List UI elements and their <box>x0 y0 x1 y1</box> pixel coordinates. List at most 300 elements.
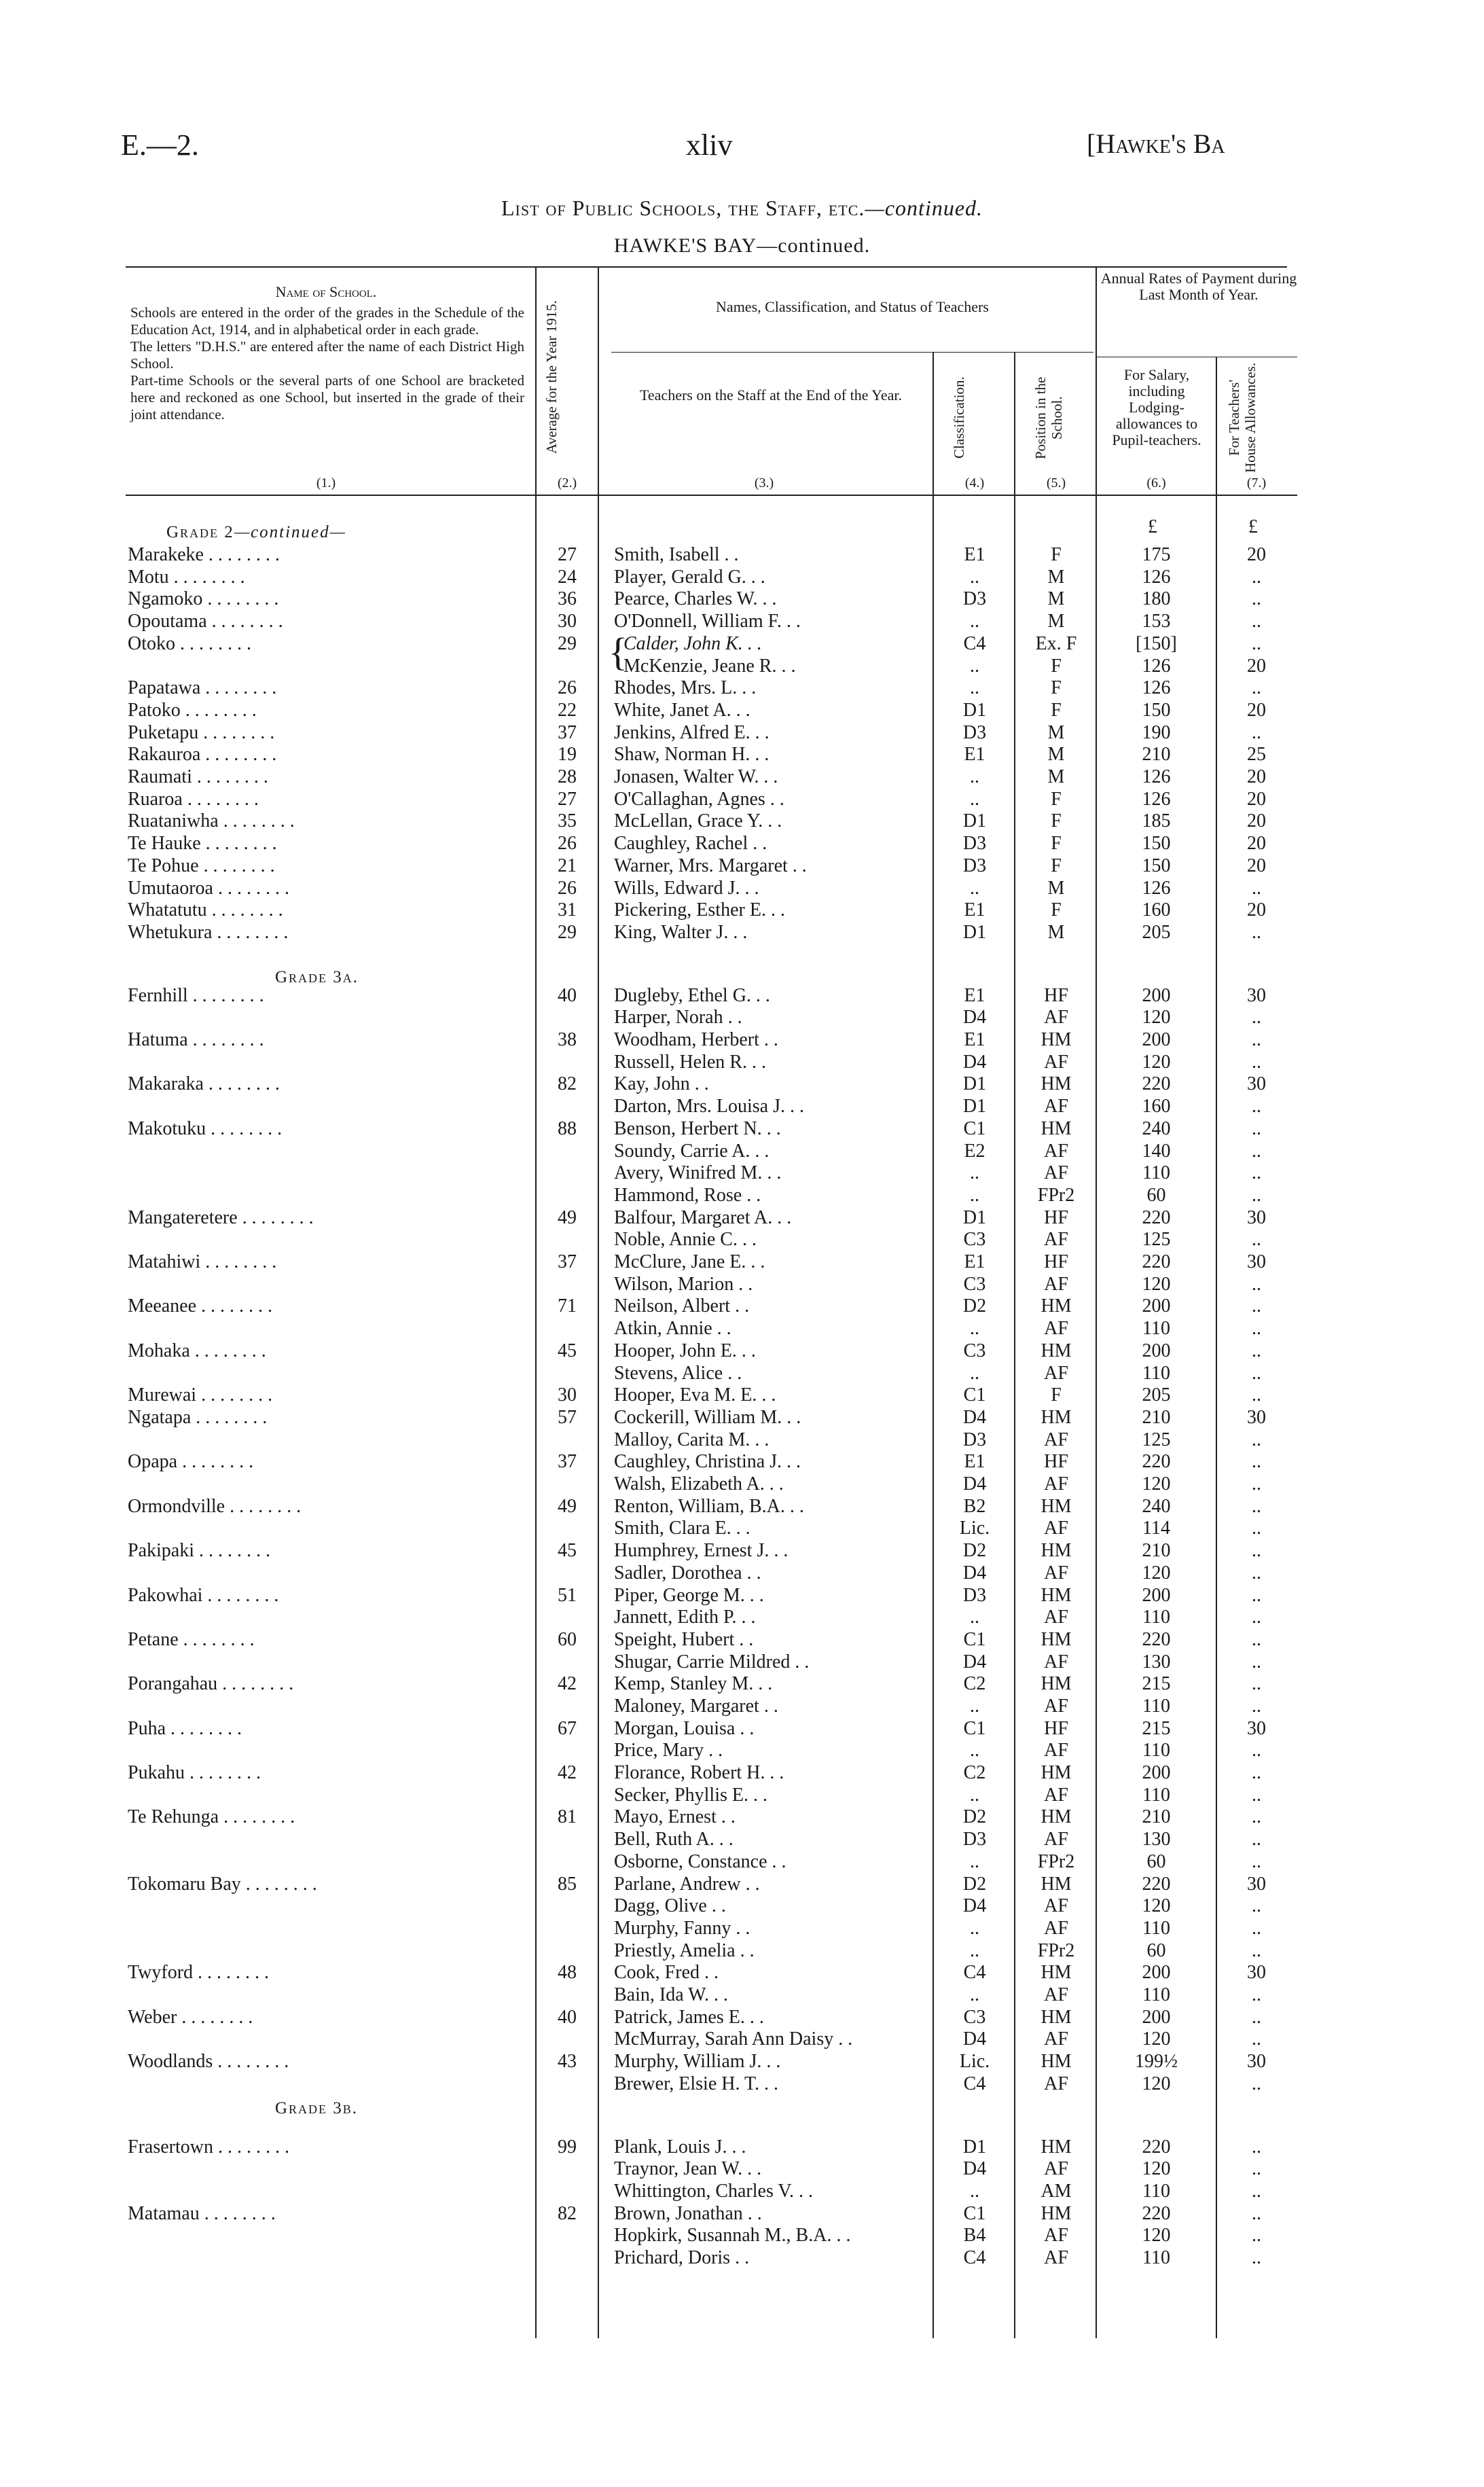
salary: 150 <box>1142 700 1171 721</box>
average-attendance: 81 <box>558 1806 577 1827</box>
classification: .. <box>970 766 979 787</box>
classification: D3 <box>962 1429 987 1450</box>
position: HM <box>1040 1762 1072 1783</box>
teacher-name: Dugleby, Ethel G. . . <box>614 985 770 1006</box>
table-row <box>0 2073 1484 2095</box>
average-attendance: 49 <box>558 1207 577 1228</box>
house-allowance: .. <box>1252 1118 1261 1139</box>
table-row <box>0 1295 1484 1317</box>
classification: C4 <box>963 2073 986 2094</box>
house-allowance: .. <box>1252 2158 1261 2179</box>
salary: 180 <box>1142 588 1171 609</box>
school-name: Patoko . . . . . . . . <box>128 700 257 721</box>
salary: 126 <box>1142 567 1171 588</box>
salary: 140 <box>1142 1141 1171 1162</box>
classification: D1 <box>962 922 987 943</box>
teacher-name: Calder, John K. . . <box>623 633 762 654</box>
house-col-head: For Teachers' House Allowances. <box>1226 362 1259 473</box>
grade-heading: Grade 3a. <box>275 968 359 986</box>
house-allowance: .. <box>1252 722 1261 743</box>
house-allowance: 20 <box>1247 810 1266 831</box>
classification: D2 <box>962 1806 987 1827</box>
col-num-7: (7.) <box>1246 476 1267 490</box>
average-attendance: 30 <box>558 611 577 632</box>
position: HF <box>1044 1718 1068 1739</box>
teacher-name: Cook, Fred . . <box>614 1962 719 1983</box>
position: AF <box>1044 1274 1068 1295</box>
salary: 110 <box>1142 1363 1170 1384</box>
teacher-name: Smith, Isabell . . <box>614 544 739 565</box>
classification: E2 <box>964 1141 985 1162</box>
position: HM <box>1040 1407 1072 1428</box>
house-allowance: 20 <box>1247 899 1266 920</box>
house-allowance: .. <box>1252 1851 1261 1872</box>
teacher-name: Woodham, Herbert . . <box>614 1029 778 1050</box>
school-name: Murewai . . . . . . . . <box>128 1384 273 1406</box>
salary: 110 <box>1142 1984 1170 2005</box>
table-row <box>0 2006 1484 2028</box>
house-allowance: .. <box>1252 677 1261 698</box>
classification: .. <box>970 1851 979 1872</box>
teacher-name: Priestly, Amelia . . <box>614 1940 755 1961</box>
school-name: Matamau . . . . . . . . <box>128 2203 276 2224</box>
col-num-3: (3.) <box>754 476 774 490</box>
page-folio: xliv <box>686 128 733 162</box>
salary: 220 <box>1142 2203 1171 2224</box>
position: F <box>1051 656 1062 677</box>
table-row <box>0 1984 1484 2006</box>
average-attendance: 29 <box>558 633 577 654</box>
classification: .. <box>970 1162 979 1183</box>
salary: 60 <box>1146 1940 1166 1961</box>
position: Ex. F <box>1035 633 1077 654</box>
position: AF <box>1044 1473 1068 1495</box>
house-allowance: .. <box>1252 1629 1261 1650</box>
table-row <box>0 2224 1484 2247</box>
table-row <box>0 1828 1484 1850</box>
teacher-name: Shugar, Carrie Mildred . . <box>614 1651 810 1672</box>
table-row <box>0 1095 1484 1117</box>
table-row <box>0 984 1484 1007</box>
house-allowance: .. <box>1252 567 1261 588</box>
table-row <box>0 1739 1484 1761</box>
position: M <box>1047 744 1065 765</box>
classification: C1 <box>963 1718 986 1739</box>
classification: D1 <box>962 700 987 721</box>
house-allowance: .. <box>1252 588 1261 609</box>
classification: C1 <box>963 1384 986 1406</box>
average-attendance: 40 <box>558 985 577 1006</box>
grade-heading: Grade 3b. <box>275 2099 359 2117</box>
teacher-name: Jannett, Edith P. . . <box>614 1607 756 1628</box>
house-allowance: .. <box>1252 1384 1261 1406</box>
salary: 150 <box>1142 833 1171 854</box>
house-allowance: .. <box>1252 1096 1261 1117</box>
classification: D1 <box>962 810 987 831</box>
table-row <box>0 1495 1484 1518</box>
school-name: Fernhill . . . . . . . . <box>128 985 264 1006</box>
salary: 110 <box>1142 1162 1170 1183</box>
classification: C3 <box>963 1229 986 1250</box>
teacher-name: Balfour, Margaret A. . . <box>614 1207 792 1228</box>
salary: 120 <box>1142 1052 1171 1073</box>
classification: .. <box>970 1607 979 1628</box>
house-allowance: .. <box>1252 1895 1261 1916</box>
position: AF <box>1044 1429 1068 1450</box>
teacher-name: Brewer, Elsie H. T. . . <box>614 2073 779 2094</box>
classification: E1 <box>964 985 985 1006</box>
school-name: Ruaroa . . . . . . . . <box>128 789 259 810</box>
classification: D2 <box>962 1295 987 1317</box>
teacher-name: Caughley, Christina J. . . <box>614 1451 801 1472</box>
salary: 210 <box>1142 1806 1171 1827</box>
position: AF <box>1044 1785 1068 1806</box>
salary: 200 <box>1142 1340 1171 1361</box>
pos-col-head: Position in the School. <box>1032 376 1065 459</box>
table-row <box>0 610 1484 632</box>
house-allowance: .. <box>1252 1162 1261 1183</box>
table-row <box>0 1162 1484 1184</box>
salary: 126 <box>1142 677 1171 698</box>
teacher-name: Price, Mary . . <box>614 1740 723 1761</box>
teacher-name: Soundy, Carrie A. . . <box>614 1141 770 1162</box>
teacher-name: White, Janet A. . . <box>614 700 750 721</box>
school-name: Te Pohue . . . . . . . . <box>128 855 275 876</box>
salary: 200 <box>1142 1585 1171 1606</box>
position: AF <box>1044 2028 1068 2050</box>
table-row <box>0 1806 1484 1828</box>
position: HM <box>1040 2203 1072 2224</box>
school-name: Raumati . . . . . . . . <box>128 766 268 787</box>
position: HM <box>1040 1496 1072 1517</box>
salary: 120 <box>1142 1473 1171 1495</box>
school-name: Porangahau . . . . . . . . <box>128 1673 294 1694</box>
table-row <box>0 1895 1484 1917</box>
table-row <box>0 1539 1484 1562</box>
teacher-name: Darton, Mrs. Louisa J. . . <box>614 1096 804 1117</box>
table-row <box>0 721 1484 744</box>
teacher-name: Jonasen, Walter W. . . <box>614 766 778 787</box>
salary: 190 <box>1142 722 1171 743</box>
salary: 220 <box>1142 1629 1171 1650</box>
col-num-2: (2.) <box>557 476 577 490</box>
table-row <box>0 766 1484 788</box>
col-num-4: (4.) <box>964 476 985 490</box>
table-row <box>0 1917 1484 1939</box>
school-col-head: Name of School. <box>275 283 377 300</box>
school-name: Marakeke . . . . . . . . <box>128 544 280 565</box>
names-col-head: Names, Classification, and Status of Teachers <box>716 298 989 315</box>
average-attendance: 26 <box>558 833 577 854</box>
salary: 130 <box>1142 1829 1171 1850</box>
salary: 220 <box>1142 2136 1171 2158</box>
page-title <box>0 196 1484 221</box>
teacher-name: Sadler, Dorothea . . <box>614 1562 761 1584</box>
classification: .. <box>970 567 979 588</box>
position: F <box>1051 677 1062 698</box>
classification: D4 <box>962 1407 987 1428</box>
house-allowance: 30 <box>1247 1073 1266 1094</box>
salary: 200 <box>1142 1762 1171 1783</box>
table-row <box>0 1362 1484 1384</box>
salary: 210 <box>1142 1540 1171 1561</box>
classification: D4 <box>962 1473 987 1495</box>
position: AF <box>1044 2247 1068 2268</box>
average-attendance: 26 <box>558 878 577 899</box>
page-subtitle: HAWKE'S BAY—continued. <box>613 234 871 257</box>
position: HM <box>1040 1874 1072 1895</box>
teacher-name: Jenkins, Alfred E. . . <box>614 722 770 743</box>
teacher-name: Kemp, Stanley M. . . <box>614 1673 773 1694</box>
house-allowance: .. <box>1252 1518 1261 1539</box>
classification: Lic. <box>959 1518 990 1539</box>
rates-col-head: Annual Rates of Payment during Last Month of Year. <box>1100 270 1297 303</box>
position: FPr2 <box>1037 1851 1075 1872</box>
house-allowance: .. <box>1252 1607 1261 1628</box>
classification: B4 <box>963 2225 986 2246</box>
table-row <box>0 1450 1484 1473</box>
teacher-name: Warner, Mrs. Margaret . . <box>614 855 807 876</box>
salary: 220 <box>1142 1451 1171 1472</box>
teacher-name: Hopkirk, Susannah M., B.A. . . <box>614 2225 851 2246</box>
table-row <box>0 1717 1484 1740</box>
position: AF <box>1044 1740 1068 1761</box>
house-allowance: .. <box>1252 1984 1261 2005</box>
house-allowance: .. <box>1252 1029 1261 1050</box>
position: HM <box>1040 1029 1072 1050</box>
table-row <box>0 2180 1484 2202</box>
salary: 200 <box>1142 1029 1171 1050</box>
position: AF <box>1044 1984 1068 2005</box>
classification: D1 <box>962 1073 987 1094</box>
average-attendance: 45 <box>558 1340 577 1361</box>
table-row <box>0 1117 1484 1140</box>
classification: E1 <box>964 1451 985 1472</box>
classification: .. <box>970 1918 979 1939</box>
teacher-name: Bell, Ruth A. . . <box>614 1829 734 1850</box>
salary: [150] <box>1136 633 1177 654</box>
salary: 126 <box>1142 766 1171 787</box>
salary: 130 <box>1142 1651 1171 1672</box>
school-name: Frasertown . . . . . . . . <box>128 2136 289 2158</box>
house-allowance: 20 <box>1247 656 1266 677</box>
table-row <box>0 877 1484 899</box>
house-allowance: 30 <box>1247 1962 1266 1983</box>
table-row <box>0 1228 1484 1251</box>
average-attendance: 27 <box>558 789 577 810</box>
teacher-name: Hammond, Rose . . <box>614 1185 761 1206</box>
position: HF <box>1044 985 1068 1006</box>
table-row <box>0 1251 1484 1273</box>
position: HM <box>1040 1629 1072 1650</box>
salary: 126 <box>1142 656 1171 677</box>
salary: 240 <box>1142 1496 1171 1517</box>
classification: C2 <box>963 1762 986 1783</box>
classification: .. <box>970 677 979 698</box>
teacher-name: Smith, Clara E. . . <box>614 1518 750 1539</box>
teacher-name: Plank, Louis J. . . <box>614 2136 746 2158</box>
salary: 60 <box>1146 1851 1166 1872</box>
teacher-name: Hooper, Eva M. E. . . <box>614 1384 776 1406</box>
salary: 153 <box>1142 611 1171 632</box>
position: M <box>1047 722 1065 743</box>
table-row <box>0 655 1484 677</box>
salary: 200 <box>1142 1295 1171 1317</box>
col-num-6: (6.) <box>1146 476 1166 490</box>
table-row <box>0 1606 1484 1628</box>
school-name: Weber . . . . . . . . <box>128 2007 253 2028</box>
table-row <box>0 2202 1484 2225</box>
house-allowance: 20 <box>1247 833 1266 854</box>
average-attendance: 51 <box>558 1585 577 1606</box>
school-name: Rakauroa . . . . . . . . <box>128 744 277 765</box>
classification: E1 <box>964 1029 985 1050</box>
table-row <box>0 1651 1484 1673</box>
house-allowance: .. <box>1252 1562 1261 1584</box>
teacher-name: Benson, Herbert N. . . <box>614 1118 781 1139</box>
table-row <box>0 1206 1484 1229</box>
house-allowance: 30 <box>1247 1251 1266 1272</box>
classification: D4 <box>962 1052 987 1073</box>
teacher-name: Malloy, Carita M. . . <box>614 1429 770 1450</box>
school-name: Pukahu . . . . . . . . <box>128 1762 261 1783</box>
table-row <box>0 1384 1484 1406</box>
teacher-name: McClure, Jane E. . . <box>614 1251 765 1272</box>
position: FPr2 <box>1037 1185 1075 1206</box>
classification: .. <box>970 1318 979 1339</box>
teacher-name: Noble, Annie C. . . <box>614 1229 757 1250</box>
position: F <box>1051 1384 1062 1406</box>
teacher-name: McLellan, Grace Y. . . <box>614 810 782 831</box>
classification: C4 <box>963 1962 986 1983</box>
table-row <box>0 1028 1484 1051</box>
house-allowance: .. <box>1252 1540 1261 1561</box>
position: HM <box>1040 2007 1072 2028</box>
house-allowance: .. <box>1252 1696 1261 1717</box>
house-allowance: 20 <box>1247 855 1266 876</box>
salary-currency: £ <box>1148 516 1157 537</box>
classification: .. <box>970 1940 979 1961</box>
teacher-name: Traynor, Jean W. . . <box>614 2158 762 2179</box>
teacher-name: Florance, Robert H. . . <box>614 1762 784 1783</box>
table-row <box>0 1051 1484 1073</box>
classification: D4 <box>962 1562 987 1584</box>
position: HM <box>1040 2136 1072 2158</box>
teacher-name: Osborne, Constance . . <box>614 1851 786 1872</box>
teacher-name: Dagg, Olive . . <box>614 1895 726 1916</box>
classification: .. <box>970 789 979 810</box>
table-row <box>0 1073 1484 1095</box>
classification: D2 <box>962 1540 987 1561</box>
table-row <box>0 2136 1484 2158</box>
position: F <box>1051 789 1062 810</box>
classification: .. <box>970 1785 979 1806</box>
salary: 126 <box>1142 789 1171 810</box>
teacher-name: Wilson, Marion . . <box>614 1274 753 1295</box>
position: HM <box>1040 1295 1072 1317</box>
table-row <box>0 1340 1484 1362</box>
house-currency: £ <box>1248 516 1258 537</box>
salary: 110 <box>1142 2181 1170 2202</box>
teacher-name: Parlane, Andrew . . <box>614 1874 760 1895</box>
position: AF <box>1044 1007 1068 1028</box>
classification: C3 <box>963 1340 986 1361</box>
house-allowance: .. <box>1252 1673 1261 1694</box>
school-name: Motu . . . . . . . . <box>128 567 245 588</box>
classification: Lic. <box>959 2051 990 2072</box>
salary: 120 <box>1142 2225 1171 2246</box>
salary: 160 <box>1142 1096 1171 1117</box>
house-allowance: .. <box>1252 633 1261 654</box>
salary: 210 <box>1142 744 1171 765</box>
salary: 205 <box>1142 1384 1171 1406</box>
salary: 210 <box>1142 1407 1171 1428</box>
school-name: Pakipaki . . . . . . . . <box>128 1540 270 1561</box>
house-allowance: .. <box>1252 2225 1261 2246</box>
table-row <box>0 1850 1484 1873</box>
running-head: [Hawke's Ba <box>1087 128 1225 159</box>
salary: 110 <box>1142 1918 1170 1939</box>
classification: E1 <box>964 1251 985 1272</box>
house-allowance: 30 <box>1247 2051 1266 2072</box>
house-allowance: .. <box>1252 1274 1261 1295</box>
school-name: Ruataniwha . . . . . . . . <box>128 810 295 831</box>
position: HM <box>1040 1118 1072 1139</box>
house-allowance: .. <box>1252 1318 1261 1339</box>
house-allowance: .. <box>1252 1496 1261 1517</box>
teacher-name: Stevens, Alice . . <box>614 1363 742 1384</box>
house-allowance: .. <box>1252 2181 1261 2202</box>
house-allowance: .. <box>1252 2007 1261 2028</box>
position: F <box>1051 833 1062 854</box>
house-allowance: .. <box>1252 1363 1261 1384</box>
table-row <box>0 632 1484 655</box>
classification: D3 <box>962 1585 987 1606</box>
salary: 240 <box>1142 1118 1171 1139</box>
position: AF <box>1044 1895 1068 1916</box>
salary: 215 <box>1142 1673 1171 1694</box>
teacher-name: Brown, Jonathan . . <box>614 2203 762 2224</box>
house-allowance: .. <box>1252 878 1261 899</box>
table-row <box>0 1273 1484 1295</box>
classification: .. <box>970 1696 979 1717</box>
salary: 150 <box>1142 855 1171 876</box>
grade-label: Grade 2 <box>166 523 234 541</box>
position: HM <box>1040 1073 1072 1094</box>
teacher-name: Harper, Norah . . <box>614 1007 742 1028</box>
table-row <box>0 1184 1484 1206</box>
teacher-name: Caughley, Rachel . . <box>614 833 767 854</box>
house-allowance: 25 <box>1247 744 1266 765</box>
salary: 120 <box>1142 2158 1171 2179</box>
position: AF <box>1044 1363 1068 1384</box>
house-allowance: .. <box>1252 1141 1261 1162</box>
school-name: Papatawa . . . . . . . . <box>128 677 277 698</box>
average-attendance: 27 <box>558 544 577 565</box>
school-name: Otoko . . . . . . . . <box>128 633 251 654</box>
school-name: Ormondville . . . . . . . . <box>128 1496 302 1517</box>
position: HF <box>1044 1207 1068 1228</box>
position: AF <box>1044 1096 1068 1117</box>
average-attendance: 57 <box>558 1407 577 1428</box>
salary: 110 <box>1142 2247 1170 2268</box>
school-name: Meeanee . . . . . . . . <box>128 1295 273 1317</box>
salary: 120 <box>1142 1274 1171 1295</box>
teacher-name: Murphy, Fanny . . <box>614 1918 750 1939</box>
classification: D1 <box>962 1207 987 1228</box>
house-allowance: .. <box>1252 1651 1261 1672</box>
classification: C4 <box>963 633 986 654</box>
